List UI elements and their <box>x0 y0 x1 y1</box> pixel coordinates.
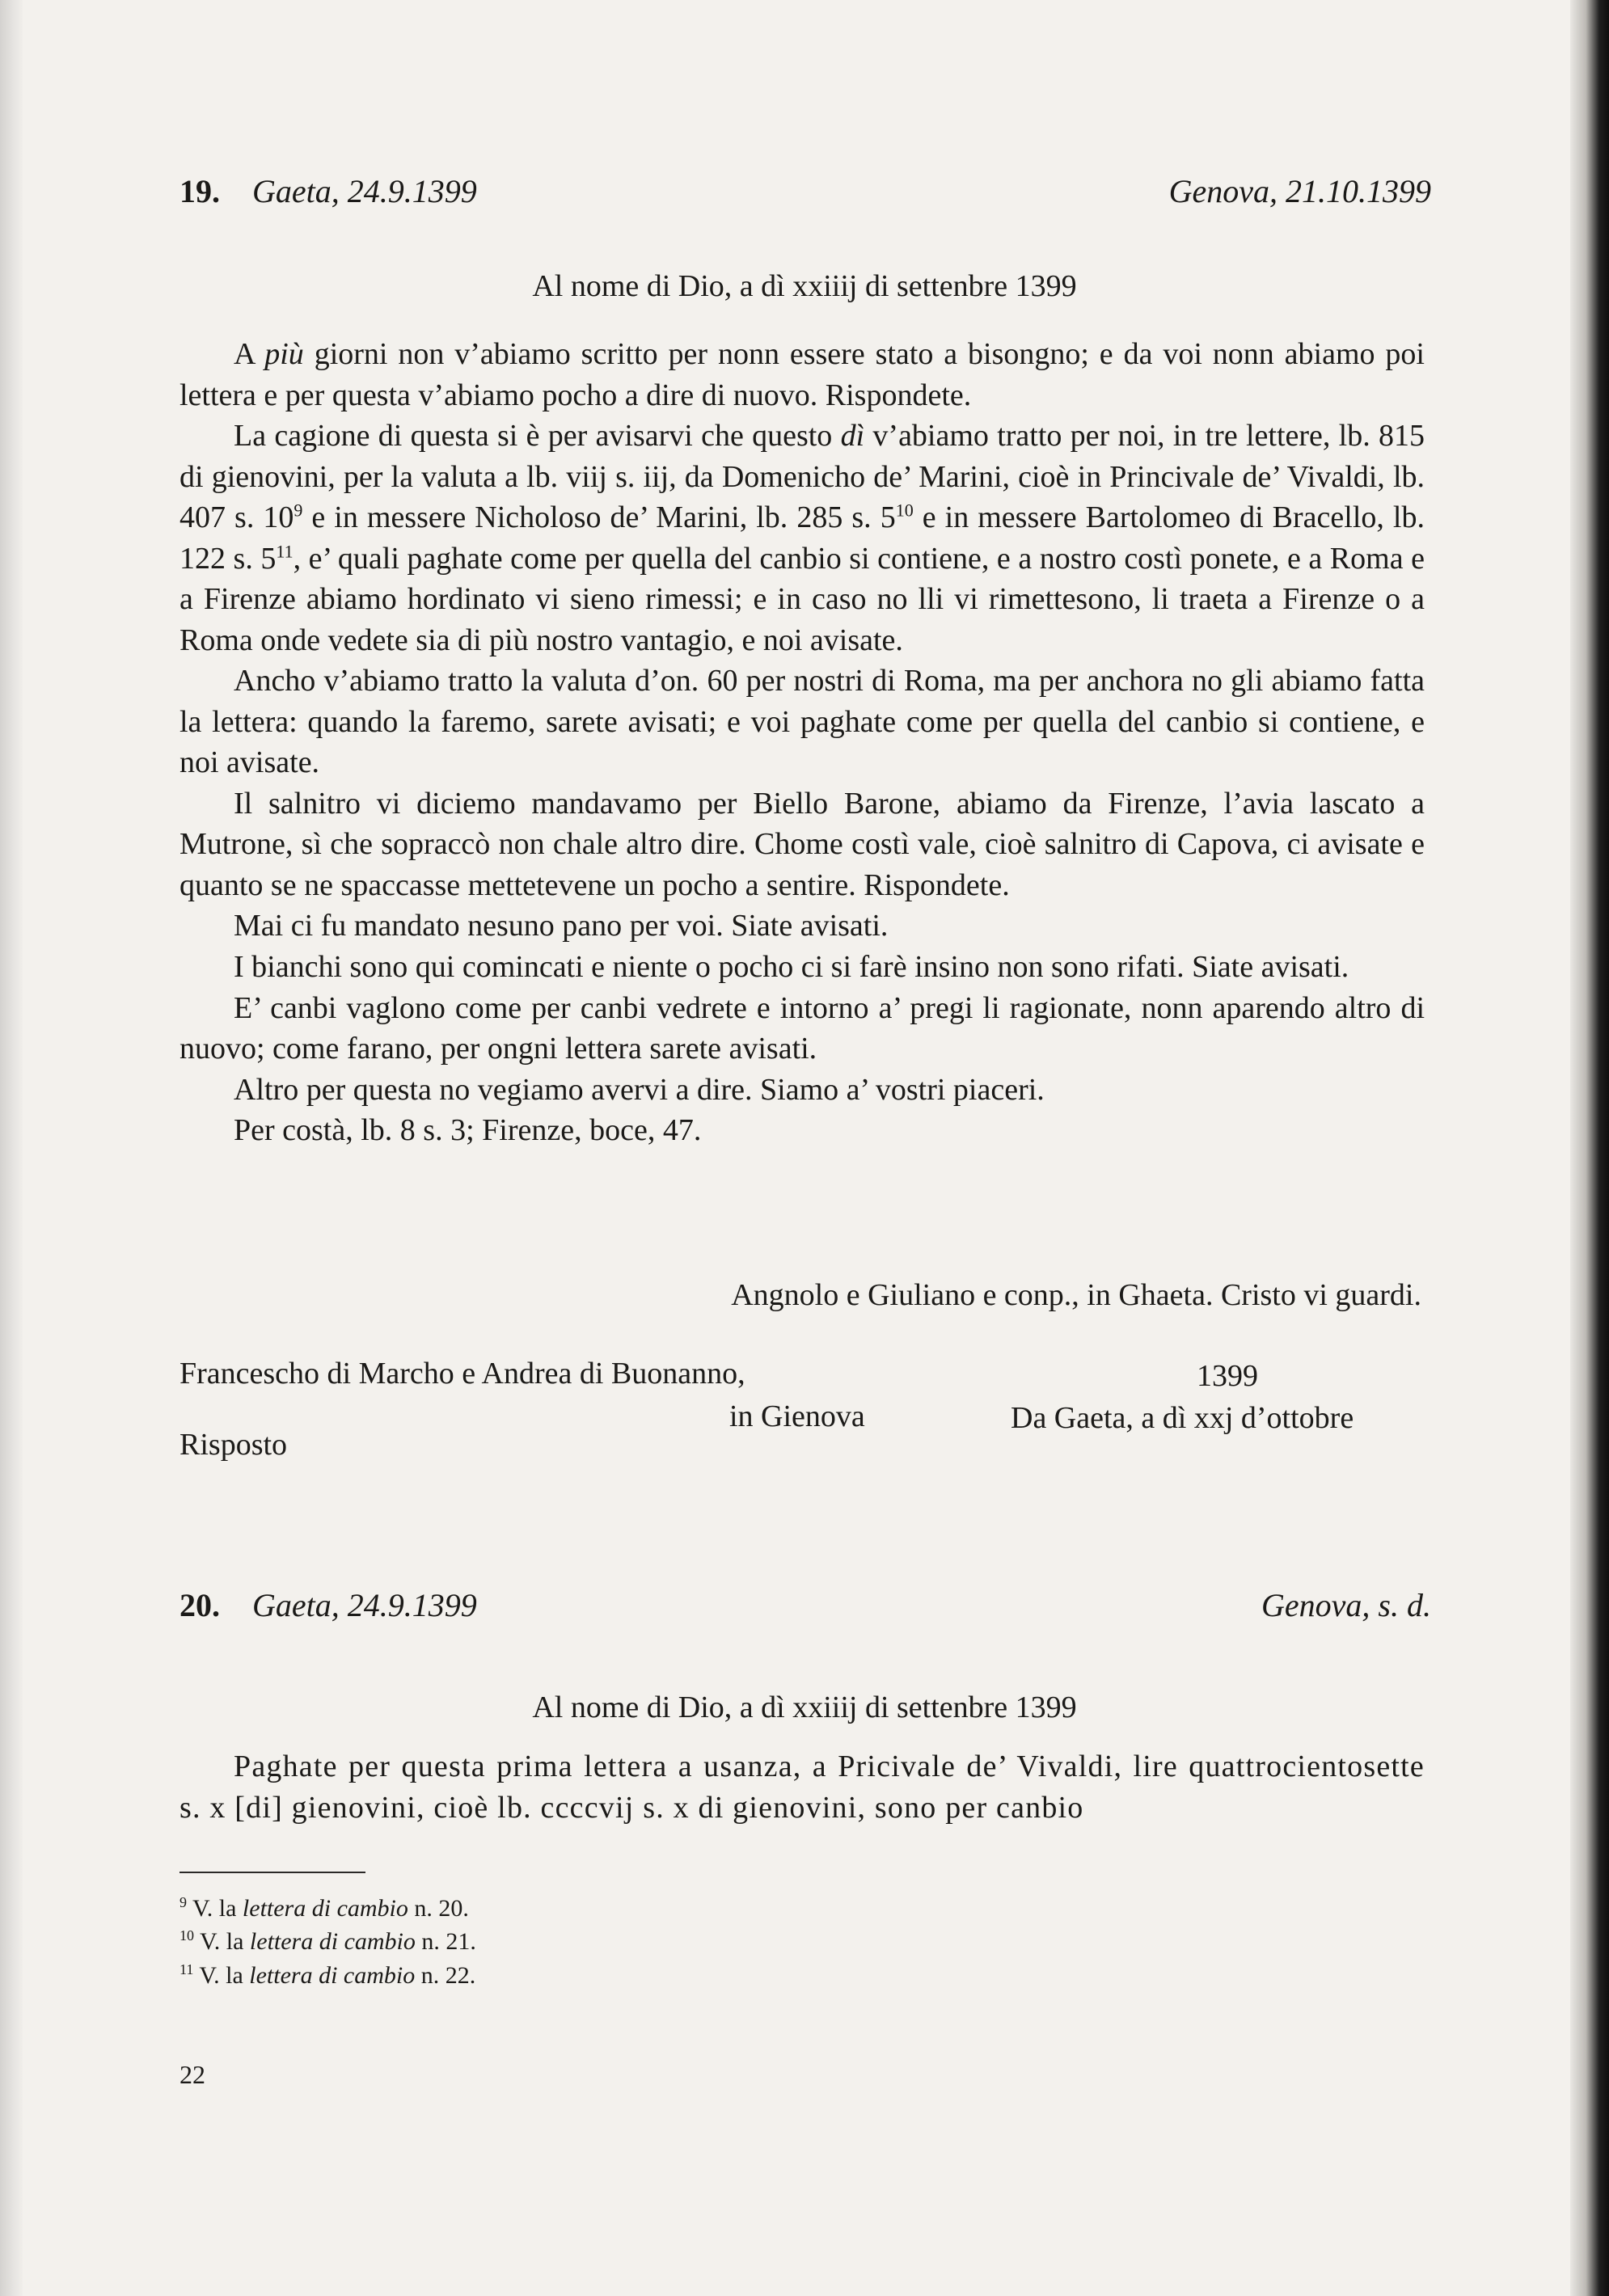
page-number: 22 <box>179 2060 205 2089</box>
letter-number: 19. <box>179 173 220 209</box>
risposto-note: Risposto <box>179 1428 288 1462</box>
paragraph: I bianchi sono qui comincati e niente o pocho ci si farè insino non sono rifati. Siate avisati. <box>234 949 1349 984</box>
paragraph: La cagione di questa si è per avisarvi che questo dì v’abiamo tratto per noi, in tre lettere, lb. 815 di gienovini, per la valuta a lb. viij s. iij, da Domenicho de’ Marini, cioè in Princivale de’ Vivaldi, lb. 407 s. $10^9$ e in messere Nicholoso de’ Marini, lb. 285 s. $5^{10}$ e in messere Bartolomeo di Bracello, lb. 122 s. $5^{11}$, e’ quali paghate come per quella del canbio si contiene, e a nostro costì ponete, e a Roma e a Firenze abiamo hordinato vi sieno rimessi; e in caso no lli vi rimettesono, li traeta a Firenze o a Roma onde vedete sia di più nostro vantagio, e noi avisate. <box>179 419 1425 657</box>
letter-19-body <box>179 334 1425 1151</box>
letter-number: 20. <box>179 1587 220 1623</box>
paragraph: Altro per questa no vegiamo avervi a dire. Siamo a’ vostri piaceri. <box>234 1072 1045 1107</box>
footnote-ref: 9 <box>294 500 303 521</box>
letter-20-body <box>179 1746 1425 1828</box>
origin-date: Gaeta, 24.9.1399 <box>252 1587 477 1623</box>
received-year: 1399 <box>1197 1359 1258 1393</box>
letter-19-header <box>179 172 1431 210</box>
paragraph: Paghate per questa prima lettera a usanza, a Pricivale de’ Vivaldi, lire quattrocientosette s. x [di] gienovini, cioè lb. ccccvij s. x di gienovini, sono per canbio <box>179 1749 1425 1825</box>
paragraph: Per costà, lb. 8 s. 3; Firenze, boce, 47. <box>234 1113 702 1148</box>
page-gutter-shadow <box>0 0 23 2296</box>
letter-20-header <box>179 1586 1431 1624</box>
paragraph: A più giorni non v’abiamo scritto per nonn essere stato a bisongno; e da voi nonn abiamo poi lettera e per questa v’abiamo pocho a dire di nuovo. Rispondete. <box>179 337 1425 412</box>
page-edge-shadow <box>1570 0 1609 2296</box>
footnote: $^{10}$ V. la lettera di cambio n. 21. <box>179 1927 476 1956</box>
paragraph: Ancho v’abiamo tratto la valuta d’on. 60 per nostri di Roma, ma per anchora no gli abiamo fatta la lettera: quando la faremo, sarete avisati; e voi paghate come per quella del canbio si contiene, e noi avisate. <box>179 664 1425 780</box>
salutation: Al nome di Dio, a dì xxiiij di settenbre 1399 <box>532 1690 1077 1724</box>
origin-date: Gaeta, 24.9.1399 <box>252 173 477 209</box>
paragraph: E’ canbi vaglono come per canbi vedrete e intorno a’ pregi li ragionate, nonn aparendo altro di nuovo; come farano, per ongni lettera sarete avisati. <box>179 990 1425 1066</box>
paragraph: Il salnitro vi diciemo mandavamo per Biello Barone, abiamo da Firenze, l’avia lascato a Mutrone, sì che sopraccò non chale altro dire. Chome costì vale, cioè salnitro di Capova, ci avisate e quanto se ne spaccasse mettetevene un pocho a sentire. Rispondete. <box>179 786 1425 902</box>
destination-date: Genova, 21.10.1399 <box>1168 173 1431 209</box>
addressee-line: Francescho di Marcho e Andrea di Buonanno, <box>179 1357 745 1391</box>
destination-date: Genova, s. d. <box>1261 1587 1431 1623</box>
salutation: Al nome di Dio, a dì xxiiij di settenbre 1399 <box>532 269 1077 303</box>
signature-line: Angnolo e Giuliano e conp., in Ghaeta. Cristo vi guardi. <box>731 1278 1421 1312</box>
footnote: $^{11}$ V. la lettera di cambio n. 22. <box>179 1960 476 1989</box>
footnote: $^9$ V. la lettera di cambio n. 20. <box>179 1894 469 1922</box>
received-from: Da Gaeta, a dì xxj d’ottobre <box>1011 1401 1354 1435</box>
footnote-ref: 10 <box>895 500 914 521</box>
footnotes <box>179 1892 476 1992</box>
footnote-ref: 11 <box>276 541 294 561</box>
footnote-divider <box>179 1872 365 1873</box>
paragraph: Mai ci fu mandato nesuno pano per voi. Siate avisati. <box>234 909 889 943</box>
addressee-city: in Gienova <box>729 1399 865 1433</box>
